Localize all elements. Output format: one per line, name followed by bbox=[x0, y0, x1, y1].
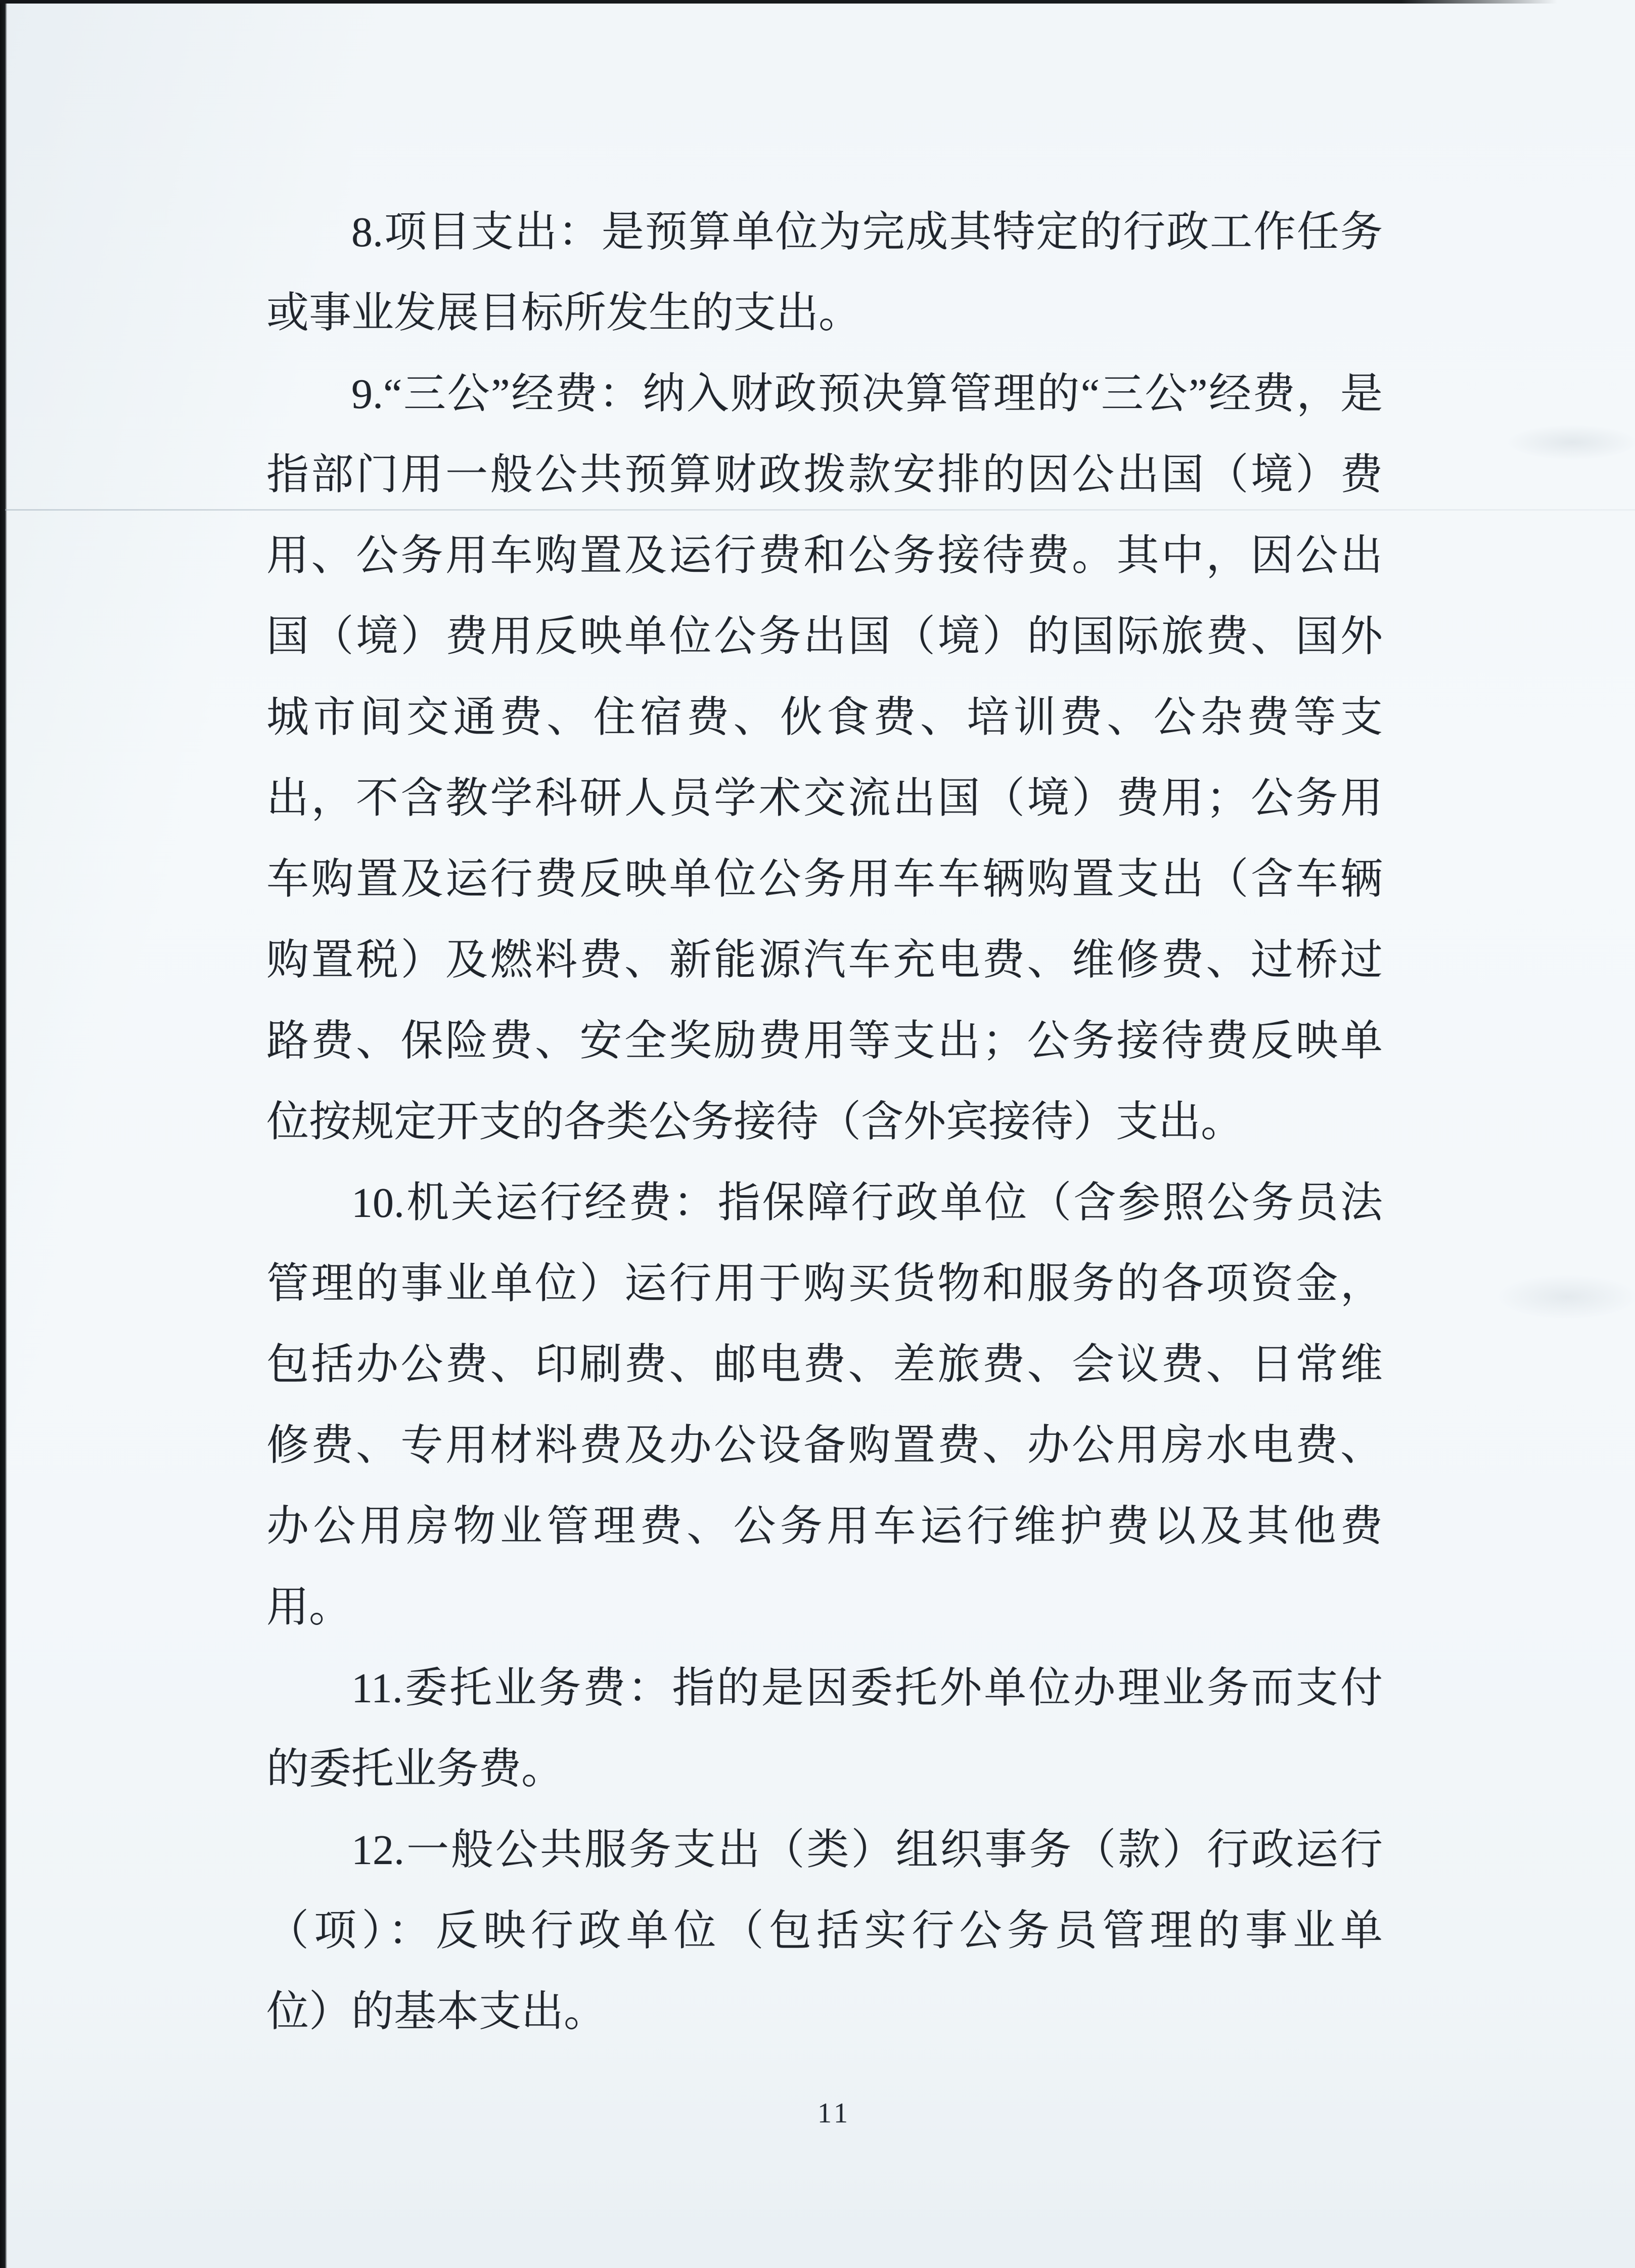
text-line: 包括办公费、印刷费、邮电费、差旅费、会议费、日常维 bbox=[266, 1341, 1383, 1388]
text-line: 位按规定开支的各类公务接待（含外宾接待）支出。 bbox=[266, 1099, 1244, 1146]
text-line: 或事业发展目标所发生的支出。 bbox=[266, 290, 861, 337]
scan-edge-left-artifact bbox=[0, 0, 7, 2268]
item-11-entrusted-business-fee bbox=[266, 1648, 1383, 1810]
text-line: 出，不含教学科研人员学术交流出国（境）费用；公务用 bbox=[266, 775, 1383, 822]
scan-smudge-artifact bbox=[1507, 425, 1635, 460]
item-12-general-public-service-expenditure bbox=[266, 1810, 1383, 2053]
text-line: （项）：反映行政单位（包括实行公务员管理的事业单 bbox=[266, 1908, 1383, 1955]
item-9-three-public-funds bbox=[266, 354, 1383, 1163]
scan-smudge-artifact bbox=[1496, 1274, 1635, 1320]
item-10-agency-operating-funds bbox=[266, 1163, 1383, 1648]
text-line: 11.委托业务费：指的是因委托外单位办理业务而支付 bbox=[351, 1665, 1383, 1712]
text-line: 的委托业务费。 bbox=[266, 1746, 564, 1793]
scan-edge-top-artifact bbox=[0, 0, 1557, 4]
text-line: 修费、专用材料费及办公设备购置费、办公用房水电费、 bbox=[266, 1422, 1383, 1469]
text-line: 9.“三公”经费：纳入财政预决算管理的“三公”经费，是 bbox=[351, 371, 1383, 418]
body-text bbox=[266, 192, 1383, 2053]
text-line: 办公用房物业管理费、公务用车运行维护费以及其他费 bbox=[266, 1503, 1383, 1550]
text-line: 购置税）及燃料费、新能源汽车充电费、维修费、过桥过 bbox=[266, 937, 1383, 984]
text-line: 用。 bbox=[266, 1584, 352, 1631]
text-line: 用、公务用车购置及运行费和公务接待费。其中，因公出 bbox=[266, 532, 1383, 579]
text-line: 指部门用一般公共预算财政拨款安排的因公出国（境）费 bbox=[266, 451, 1383, 498]
text-line: 路费、保险费、安全奖励费用等支出；公务接待费反映单 bbox=[266, 1018, 1383, 1065]
text-line: 城市间交通费、住宿费、伙食费、培训费、公杂费等支 bbox=[266, 694, 1383, 741]
text-line: 车购置及运行费反映单位公务用车车辆购置支出（含车辆 bbox=[266, 856, 1383, 903]
item-8-project-expenditure bbox=[266, 192, 1383, 354]
text-line: 10.机关运行经费：指保障行政单位（含参照公务员法 bbox=[351, 1180, 1383, 1227]
text-line: 12.一般公共服务支出（类）组织事务（款）行政运行 bbox=[351, 1827, 1383, 1874]
text-line: 8.项目支出：是预算单位为完成其特定的行政工作任务 bbox=[351, 209, 1383, 256]
text-line: 管理的事业单位）运行用于购买货物和服务的各项资金， bbox=[266, 1260, 1383, 1307]
page-number: 11 bbox=[818, 2098, 851, 2129]
text-line: 位）的基本支出。 bbox=[266, 1988, 607, 2035]
text-line: 国（境）费用反映单位公务出国（境）的国际旅费、国外 bbox=[266, 613, 1383, 660]
